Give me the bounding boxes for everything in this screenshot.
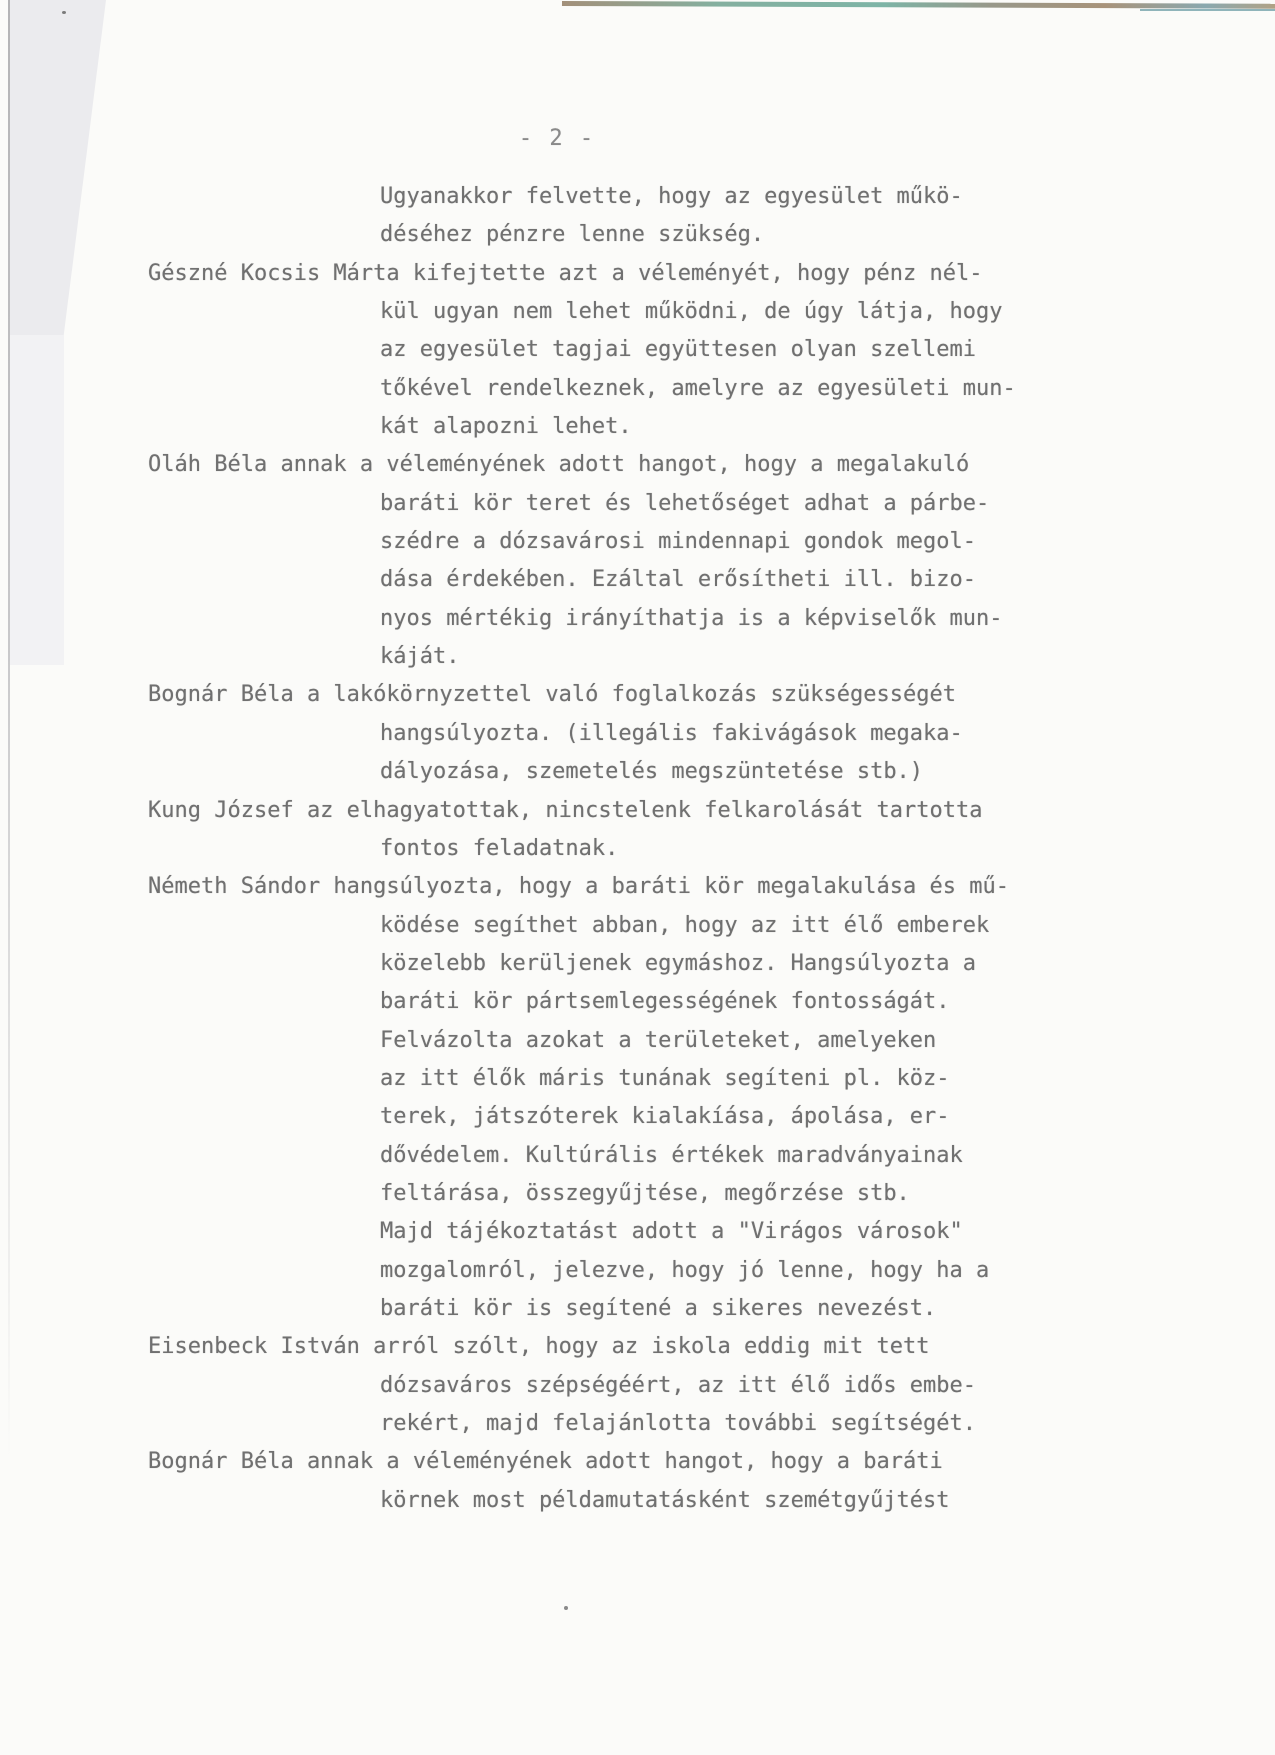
page-number: - 2 -	[518, 126, 596, 151]
text-line: baráti kör teret és lehetőséget adhat a párbe-	[380, 490, 990, 516]
text-line: Bognár Béla annak a véleményének adott hangot, hogy a baráti	[148, 1449, 943, 1475]
text-line: dózsaváros szépségéért, az itt élő idős embe-	[380, 1372, 977, 1398]
text-line: szédre a dózsavárosi mindennapi gondok megol-	[380, 529, 977, 555]
text-line: Majd tájékoztatást adott a "Virágos városok"	[380, 1219, 963, 1245]
text-line: baráti kör is segítené a sikeres nevezést.	[380, 1295, 937, 1321]
text-line: Németh Sándor hangsúlyozta, hogy a baráti kör megalakulása és mű-	[148, 874, 1009, 900]
text-line: rekért, majd felajánlotta további segítségét.	[380, 1411, 977, 1436]
text-line: dályozása, szemetelés megszüntetése stb.)	[380, 759, 924, 785]
text-line: közelebb kerüljenek egymáshoz. Hangsúlyozta a	[380, 950, 977, 976]
text-line: Kung József az elhagyatottak, nincstelenk felkarolását tartotta	[148, 797, 983, 823]
text-line: kül ugyan nem lehet működni, de úgy látja, hogy	[380, 299, 1003, 325]
text-line: Ugyanakkor felvette, hogy az egyesület műkö-	[380, 184, 963, 209]
text-line: déséhez pénzre lenne szükség.	[380, 222, 765, 248]
text-line: Bognár Béla a lakókörnyzettel való foglalkozás szükségességét	[148, 682, 956, 708]
text-line: mozgalomról, jelezve, hogy jó lenne, hogy ha a	[380, 1257, 990, 1283]
text-line: tőkével rendelkeznek, amelyre az egyesületi mun-	[380, 375, 1016, 401]
text-line: dővédelem. Kultúrális értékek maradványainak	[380, 1142, 963, 1168]
text-line: az itt élők máris tunának segíteni pl. köz-	[380, 1065, 950, 1091]
text-line: kát alapozni lehet.	[380, 414, 632, 440]
text-line: Felvázolta azokat a területeket, amelyeken	[380, 1027, 937, 1053]
text-line: baráti kör pártsemlegességének fontosságát.	[380, 989, 950, 1015]
text-line: nyos mértékig irányíthatja is a képviselők mun-	[380, 605, 1003, 631]
ink-speck	[62, 11, 66, 14]
text-line: fontos feladatnak.	[380, 835, 619, 861]
text-line: feltárása, összegyűjtése, megőrzése stb.	[380, 1180, 910, 1206]
text-line: Eisenbeck István arról szólt, hogy az iskola eddig mit tett	[148, 1334, 930, 1360]
text-line: az egyesület tagjai együttesen olyan szellemi	[380, 337, 977, 363]
text-line: hangsúlyozta. (illegális fakivágások megaka-	[380, 720, 963, 746]
text-line: körnek most példamutatásként szemétgyűjtést	[380, 1487, 950, 1513]
stray-ink-dot	[564, 1606, 568, 1610]
text-line: káját.	[380, 644, 460, 670]
scan-edge-strip	[562, 1, 1275, 9]
text-line: terek, játszóterek kialakíása, ápolása, er-	[380, 1104, 950, 1130]
text-line: ködése segíthet abban, hogy az itt élő emberek	[380, 912, 990, 938]
text-line: dása érdekében. Ezáltal erősítheti ill. bizo-	[380, 567, 977, 593]
text-line: Gészné Kocsis Márta kifejtette azt a véleményét, hogy pénz nél-	[148, 260, 983, 286]
text-line: Oláh Béla annak a véleményének adott hangot, hogy a megalakuló	[148, 452, 970, 478]
document-body	[0, 184, 1275, 1526]
scan-edge-strip-secondary	[1140, 9, 1275, 11]
